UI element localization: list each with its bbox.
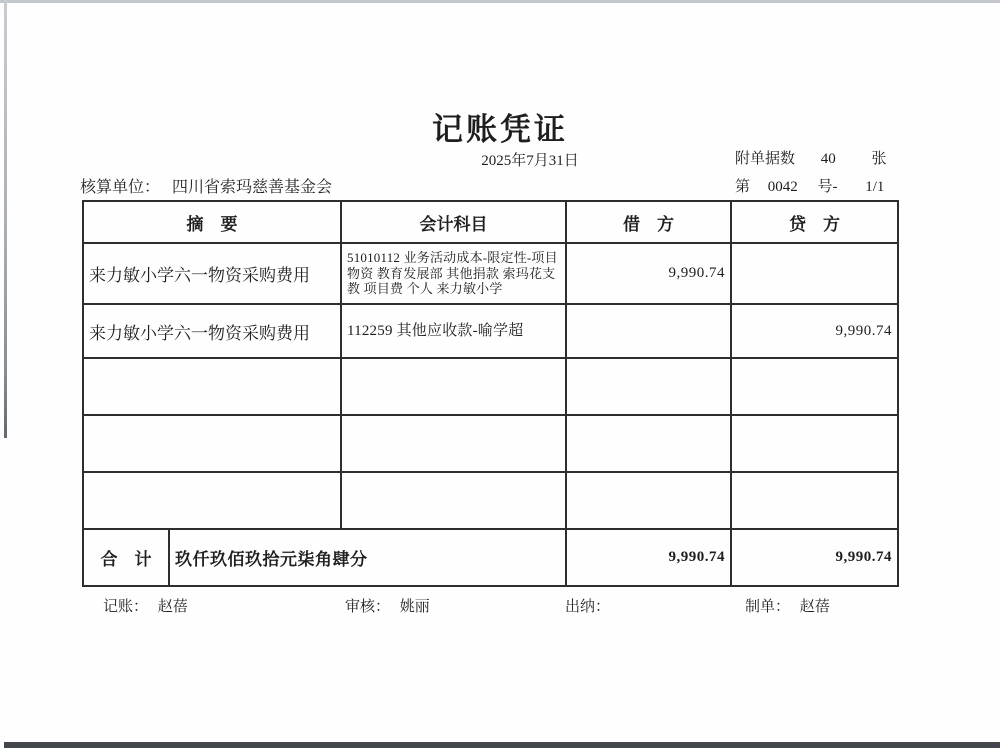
reviewer-name: 姚丽 — [399, 599, 430, 615]
cell-debit: 9,990.74 — [566, 243, 731, 304]
attachments-count: 40 — [820, 151, 836, 167]
scan-edge-bottom — [4, 742, 1000, 748]
cell-credit — [731, 243, 898, 304]
cell-summary: 来力敏小学六一物资采购费用 — [83, 304, 341, 358]
attachments-label: 附单据数 — [735, 151, 796, 167]
cell-account — [341, 415, 566, 472]
cell-credit — [731, 415, 898, 472]
attachments-unit: 张 — [871, 151, 887, 167]
table-header-row — [83, 201, 898, 243]
cell-credit — [731, 472, 898, 529]
voucher-date: 2025年7月31日 — [481, 153, 579, 169]
header-debit: 借 方 — [566, 201, 731, 243]
preparer-name: 赵蓓 — [799, 599, 830, 615]
scan-edge-left — [4, 0, 7, 438]
bookkeeper-name: 赵蓓 — [157, 599, 188, 615]
voucher-table — [82, 200, 899, 587]
cell-account: 112259 其他应收款-喻学超 — [341, 304, 566, 358]
table-row — [83, 415, 898, 472]
signature-bookkeeper — [103, 595, 188, 616]
page-title: 记账凭证 — [432, 112, 568, 147]
scan-edge-top — [0, 0, 1000, 3]
signature-preparer — [745, 595, 830, 616]
header-summary: 摘 要 — [83, 201, 341, 243]
preparer-label: 制单： — [745, 599, 791, 615]
signature-cashier — [565, 595, 616, 616]
total-amount-in-words: 玖仟玖佰玖拾元柒角肆分 — [169, 529, 566, 586]
signature-reviewer — [345, 595, 430, 616]
cell-summary: 来力敏小学六一物资采购费用 — [83, 243, 341, 304]
total-credit: 9,990.74 — [731, 529, 898, 586]
attachments-line — [735, 147, 887, 168]
cell-credit: 9,990.74 — [731, 304, 898, 358]
cell-summary — [83, 472, 341, 529]
bookkeeper-label: 记账： — [103, 599, 149, 615]
header-account: 会计科目 — [341, 201, 566, 243]
voucher-number-line — [735, 175, 884, 196]
voucher-no-prefix: 第 — [735, 179, 751, 195]
accounting-unit-name: 四川省索玛慈善基金会 — [172, 179, 333, 196]
total-row — [83, 529, 898, 586]
cell-credit — [731, 358, 898, 415]
voucher-no-page: 1/1 — [865, 179, 885, 195]
accounting-unit-label: 核算单位： — [80, 179, 161, 196]
cell-debit — [566, 358, 731, 415]
cell-debit — [566, 472, 731, 529]
table-row — [83, 472, 898, 529]
voucher-no-number: 0042 — [767, 179, 798, 195]
cell-summary — [83, 358, 341, 415]
reviewer-label: 审核： — [345, 599, 391, 615]
cell-account: 51010112 业务活动成本-限定性-项目物资 教育发展部 其他捐款 索玛花支教 项目费 个人 来力敏小学 — [341, 243, 566, 304]
accounting-unit-line — [80, 174, 332, 197]
cell-account — [341, 358, 566, 415]
voucher-no-suffix: 号- — [817, 179, 838, 195]
cell-debit — [566, 415, 731, 472]
table-row — [83, 243, 898, 304]
total-label: 合 计 — [83, 529, 169, 586]
table-row — [83, 358, 898, 415]
cell-account — [341, 472, 566, 529]
table-row — [83, 304, 898, 358]
total-debit: 9,990.74 — [566, 529, 731, 586]
cell-debit — [566, 304, 731, 358]
cell-summary — [83, 415, 341, 472]
cashier-label: 出纳： — [565, 599, 611, 615]
header-credit: 贷 方 — [731, 201, 898, 243]
